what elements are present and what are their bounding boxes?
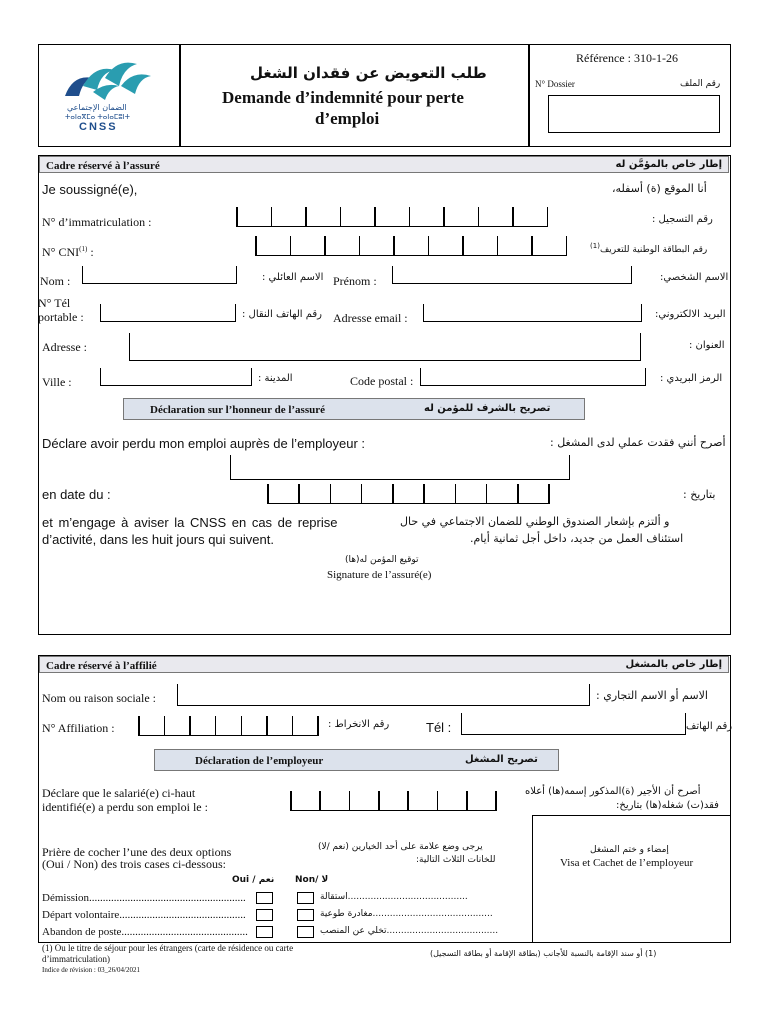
emp-date-input[interactable] [290,791,497,811]
prenom-input[interactable] [392,266,632,284]
date-label-fr: en date du : [42,487,111,502]
emp-declare-fr-1: Déclare que le salarié(e) ci-haut [42,786,196,800]
cni-label-fr [42,246,94,258]
raison-label-fr: Nom ou raison sociale : [42,691,156,705]
raison-input[interactable] [177,684,590,706]
reference: Référence : 310-1-26 [576,51,678,65]
assure-band-ar: إطار خاص بالمؤمَّن له [615,159,722,170]
dossier-label-fr: N° Dossier [535,79,575,89]
option-abandon-ar: .......................................تخلي عن المنصب [320,926,499,936]
cp-label-fr: Code postal : [350,374,414,388]
option-depart-fr: Départ volontaire.............................................. [42,909,246,921]
tel-label-ar: رقم الهاتف النقال : [242,309,322,320]
logo-text: CNSS [79,121,118,133]
immat-input[interactable] [236,207,548,227]
cni-label-colon: : [87,245,94,259]
prenom-label-fr: Prénom : [333,274,377,288]
engage-ar-2: استئناف العمل من جديد، داخل أجل ثمانية أيام. [470,532,684,545]
tel-aff-label-fr: Tél : [426,720,452,735]
affil-label-ar: رقم الانخراط : [328,719,390,730]
engage-ar-1: و ألتزم بإشعار الصندوق الوطني للضمان الاجتماعي في حال [400,515,670,528]
adresse-label-fr: Adresse : [42,340,87,354]
depart-non-checkbox[interactable] [297,909,314,921]
soussigne-ar: أنا الموقع (ة) أسفله، [612,182,707,195]
nom-label-ar: الاسم العائلي : [262,272,324,283]
abandon-non-checkbox[interactable] [297,926,314,938]
depart-oui-checkbox[interactable] [256,909,273,921]
cnss-logo [55,56,160,136]
assure-band-fr: Cadre réservé à l’assuré [46,160,160,172]
declare-fr: Déclare avoir perdu mon emploi auprès de l’employeur : [42,436,365,451]
ville-input[interactable] [100,368,252,386]
abandon-oui-checkbox[interactable] [256,926,273,938]
option-abandon-fr: Abandon de poste.............................................. [42,926,248,938]
cni-label-ar [590,243,707,255]
signature-fr: Signature de l’assuré(e) [327,569,432,581]
tel-label-fr-1: N° Tél [38,296,71,310]
tel-aff-label-ar: رقم الهاتف [686,721,733,732]
dossier-field[interactable] [548,95,720,133]
adresse-input[interactable] [129,333,641,361]
engage-fr-1: et m’engage à aviser la CNSS en cas de reprise [42,515,338,530]
affilie-band-ar: إطار خاص بالمشغل [625,659,722,670]
email-label-ar: البريد الالكتروني: [655,309,726,320]
date-label-ar: بتاريخ : [683,488,716,501]
cni-label-text: N° CNI [42,245,80,259]
visa-ar: إمضاء و ختم المشغل [590,845,669,855]
signature-area[interactable] [300,585,480,630]
emp-declare-ar-2: فقد(ت) شغله(ها) بتاريخ: [616,800,719,811]
ville-label-ar: المدينة : [258,373,293,384]
title-french-2: d’emploi [315,109,380,128]
honneur-band [123,398,585,420]
title-arabic: طلب التعويض عن فقدان الشغل [250,64,487,82]
tel-input[interactable] [100,304,236,322]
nom-input[interactable] [82,266,237,284]
date-input[interactable] [267,484,550,504]
immat-label-fr: N° d’immatriculation : [42,215,152,229]
cni-label-ar-text: رقم البطاقة الوطنية للتعريف [599,245,708,255]
cni-footnote-ar: (1) [590,242,600,250]
tel-aff-input[interactable] [461,713,686,735]
affil-label-fr: N° Affiliation : [42,721,115,735]
employeur-input[interactable] [230,455,570,480]
cp-input[interactable] [420,368,646,386]
declare-ar: أصرح أنني فقدت عملي لدى المشغل : [550,436,726,449]
priere-fr-1: Prière de cocher l’une des deux options [42,845,232,859]
raison-label-ar: الاسم أو الاسم التجاري : [596,689,708,702]
prenom-label-ar: الاسم الشخصي: [660,272,729,283]
priere-fr-2: (Oui / Non) des trois cases ci-dessous: [42,857,226,871]
employeur-band-fr: Déclaration de l’employeur [195,755,324,767]
priere-ar-2: للخانات الثلاث التالية: [416,855,496,865]
option-demission-fr: Démission......................................................... [42,892,246,904]
revision: Indice de révision : 03_26/04/2021 [42,966,140,974]
employeur-band [154,749,559,771]
option-depart-ar: ..........................................مغادرة طوعية [320,909,493,919]
visa-fr: Visa et Cachet de l’employeur [560,857,694,869]
adresse-label-ar: العنوان : [689,340,725,351]
visa-area[interactable] [540,875,725,935]
demission-oui-checkbox[interactable] [256,892,273,904]
footnote-ar: (1) أو سند الإقامة بالنسبة للأجانب (بطاقة الإقامة أو بطاقة التسجيل) [430,949,657,958]
emp-declare-fr-2: identifié(e) a perdu son emploi le : [42,800,208,814]
cni-input[interactable] [255,236,567,256]
affil-input[interactable] [138,716,319,736]
footnote-fr-2: d’immatriculation) [42,954,110,964]
email-label-fr: Adresse email : [333,311,408,325]
soussigne-fr: Je soussigné(e), [42,182,138,197]
cni-footnote: (1) [79,245,88,253]
non-header: Non/ لا [295,875,329,885]
immat-label-ar: رقم التسجيل : [652,214,713,225]
priere-ar-1: يرجى وضع علامة على أحد الخيارين (نعم /لا) [318,842,483,852]
employeur-band-ar: تصريح المشغل [465,754,538,765]
honneur-band-fr: Déclaration sur l’honneur de l’assuré [150,404,325,416]
logo-arabic: الضمان الإجتماعي [67,103,127,112]
option-demission-ar: ..........................................استقالة [320,892,468,902]
title-french-1: Demande d’indemnité pour perte [222,88,464,107]
ville-label-fr: Ville : [42,375,72,389]
demission-non-checkbox[interactable] [297,892,314,904]
dossier-label-ar: رقم الملف [680,79,721,89]
oui-header: Oui / نعم [232,875,275,885]
cp-label-ar: الرمز البريدي : [660,373,723,384]
nom-label-fr: Nom : [40,274,71,288]
honneur-band-ar: تصريح بالشرف للمؤمن له [424,403,551,414]
logo-tifinagh: ⵜⴰⵏⴰⴳⵎⴰ ⵜⴰⵏⴰⵎⵓⵏⵜ [65,113,131,121]
tel-label-fr-2: portable : [38,310,84,324]
footnote-fr-1: (1) Ou le titre de séjour pour les étrangers (carte de résidence ou carte [42,943,294,953]
affilie-band-fr: Cadre réservé à l’affilié [46,660,157,672]
engage-fr-2: d’activité, dans les huit jours qui suivent. [42,532,274,547]
emp-declare-ar-1: أصرح أن الأجير (ة)المذكور إسمه(ها) أعلاه [525,786,701,797]
email-input[interactable] [423,304,642,322]
signature-ar: توقيع المؤمن له(ها) [345,555,419,565]
